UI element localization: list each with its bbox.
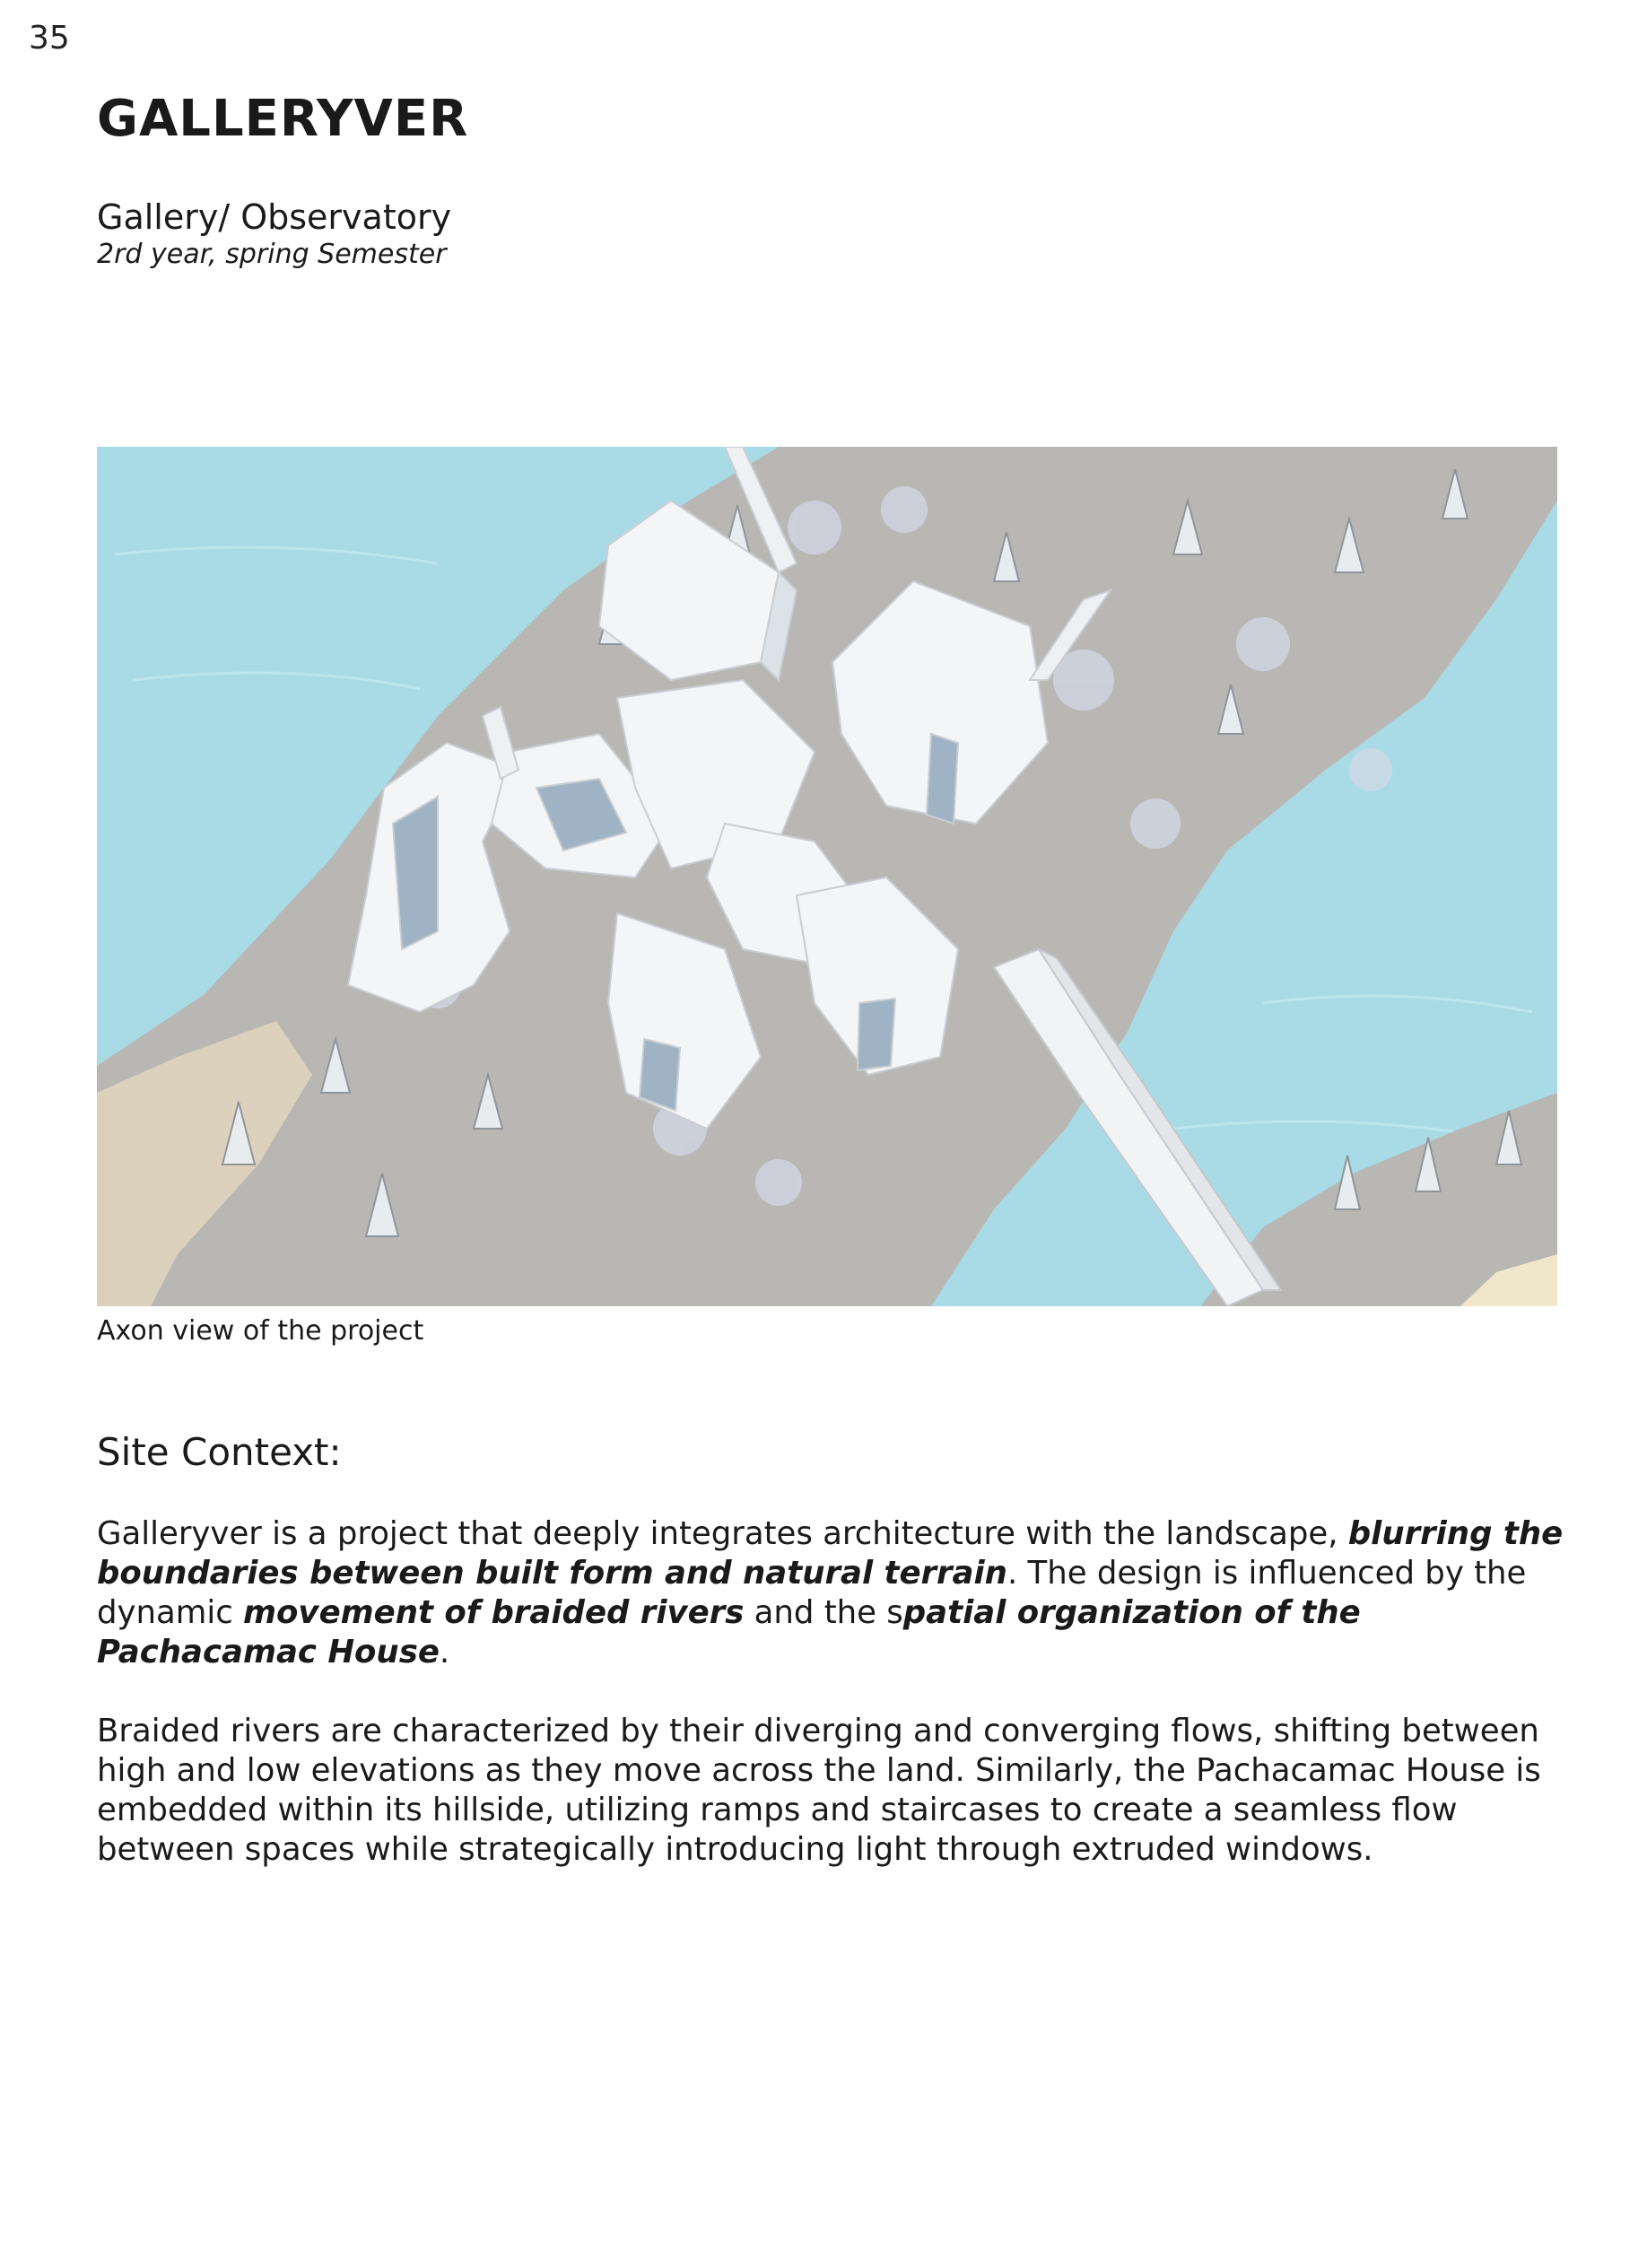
para1-emphasis-2: movement of braided rivers (243, 1594, 745, 1631)
para1-emphasis-3: patial organization of the Pachacamac House (97, 1594, 1361, 1670)
axon-illustration (97, 447, 1557, 1306)
section-heading: Site Context: (97, 1430, 342, 1474)
page-number: 35 (29, 20, 70, 57)
axon-view-image (97, 447, 1557, 1306)
para1-emphasis-1: blurring the boundaries between built form and natural terrain (97, 1515, 1564, 1592)
para1-text-2: . The design is influenced by the dynamic (97, 1555, 1527, 1631)
project-subtitle: Gallery/ Observatory (97, 197, 452, 237)
para1-text-4: . (439, 1634, 450, 1670)
site-context-paragraph-1 (97, 1514, 1568, 1672)
para1-text-1: Galleryver is a project that deeply integrates architecture with the landscape, (97, 1515, 1348, 1552)
project-term: 2rd year, spring Semester (97, 239, 447, 270)
para1-text-3: and the s (744, 1594, 903, 1631)
figure-caption: Axon view of the project (97, 1315, 424, 1347)
site-context-paragraph-2: Braided rivers are characterized by their diverging and converging flows, shifting between high and low elevations as they move across the land. Similarly, the Pachacamac House is embedded within its hillside, utilizing ramps and staircases to create a seamless flow between spaces while strategically introducing light through extruded windows. (97, 1713, 1541, 1868)
project-title: GALLERYVER (97, 90, 469, 148)
